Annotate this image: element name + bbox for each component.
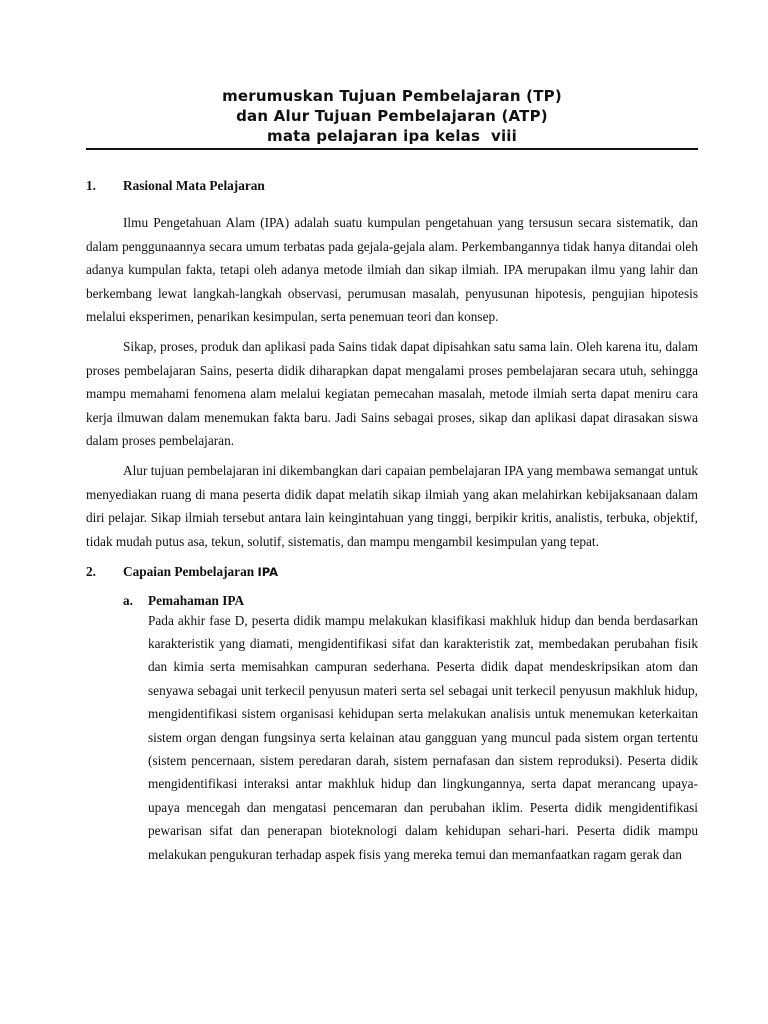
- section-1-title: Rasional Mata Pelajaran: [123, 178, 265, 193]
- subsection-a-heading: [123, 593, 698, 609]
- title-line-1: merumuskan Tujuan Pembelajaran (TP): [222, 87, 562, 105]
- section-2-heading: [86, 560, 698, 584]
- section-1-paragraph-2: Sikap, proses, produk dan aplikasi pada Sains tidak dapat dipisahkan satu sama lain. Oleh karena itu, dalam proses pembelajaran Sains, peserta didik diharapkan dapat mengalami proses pembelajaran secara utuh, sehingga mampu memahami fenomena alam melalui kegiatan pemecahan masalah, metode ilmiah serta dapat meniru cara kerja ilmuwan dalam menemukan fakta baru. Jadi Sains sebagai proses, sikap dan aplikasi dapat dirasakan siswa dalam proses pembelajaran.: [86, 339, 698, 449]
- section-2-title-wrap: [123, 560, 698, 584]
- title-divider: [86, 148, 698, 150]
- section-1-number: 1.: [86, 178, 96, 193]
- title-line-2: dan Alur Tujuan Pembelajaran (ATP): [236, 107, 548, 125]
- section-1-heading: [86, 174, 698, 197]
- section-2-number: 2.: [86, 564, 96, 580]
- subsection-a-title: Pemahaman IPA: [148, 592, 245, 608]
- document-title: [86, 86, 698, 146]
- subsection-a-letter: a.: [123, 592, 133, 608]
- section-1-paragraph-3: Alur tujuan pembelajaran ini dikembangkan dari capaian pembelajaran IPA yang membawa semangat untuk menyediakan ruang di mana peserta didik dapat melatih sikap ilmiah yang akan melahirkan kebijaksanaan dalam diri pelajar. Sikap ilmiah tersebut antara lain keingintahuan yang tinggi, berpikir kritis, analistis, terbuka, objektif, tidak mudah putus asa, tekun, solutif, sistematis, dan mampu mengambil kesimpulan yang tepat.: [86, 463, 698, 549]
- section-1-paragraph-1: Ilmu Pengetahuan Alam (IPA) adalah suatu kumpulan pengetahuan yang tersusun secara sistematik, dan dalam penggunaannya secara umum terbatas pada gejala-gejala alam. Perkembangannya tidak hanya ditandai oleh adanya kumpulan fakta, tetapi oleh adanya metode ilmiah dan sikap ilmiah. IPA merupakan ilmu yang lahir dan berkembang lewat langkah-langkah observasi, perumusan masalah, penyusunan hipotesis, pengujian hipotesis melalui eksperimen, penarikan kesimpulan, serta penemuan teori dan konsep.: [86, 215, 698, 325]
- section-2-title: Capaian Pembelajaran: [123, 564, 255, 580]
- section-2-title-suffix: IPA: [257, 565, 279, 580]
- document-body: [86, 170, 698, 866]
- title-line-3: mata pelajaran ipa kelas viii: [267, 127, 517, 145]
- subsection-a-text: Pada akhir fase D, peserta didik mampu melakukan klasifikasi makhluk hidup dan benda berdasarkan karakteristik yang diamati, mengidentifikasi sifat dan karakteristik zat, membedakan perubahan fisik dan kimia serta memisahkan campuran sederhana. Peserta didik dapat mendeskripsikan atom dan senyawa sebagai unit terkecil penyusun materi serta sel sebagai unit terkecil penyusun makhluk hidup, mengidentifikasi sistem organisasi kehidupan serta melakukan analisis untuk menemukan keterkaitan sistem organ dengan fungsinya serta kelainan atau gangguan yang muncul pada sistem organ tertentu (sistem pencernaan, sistem peredaran darah, sistem pernafasan dan sistem reproduksi). Peserta didik mengidentifikasi interaksi antar makhluk hidup dan lingkungannya, serta dapat merancang upaya-upaya mencegah dan mengatasi pencemaran dan perubahan iklim. Peserta didik mengidentifikasi pewarisan sifat dan penerapan bioteknologi dalam kehidupan sehari-hari. Peserta didik mampu melakukan pengukuran terhadap aspek fisis yang mereka temui dan memanfaatkan ragam gerak dan: [148, 612, 698, 862]
